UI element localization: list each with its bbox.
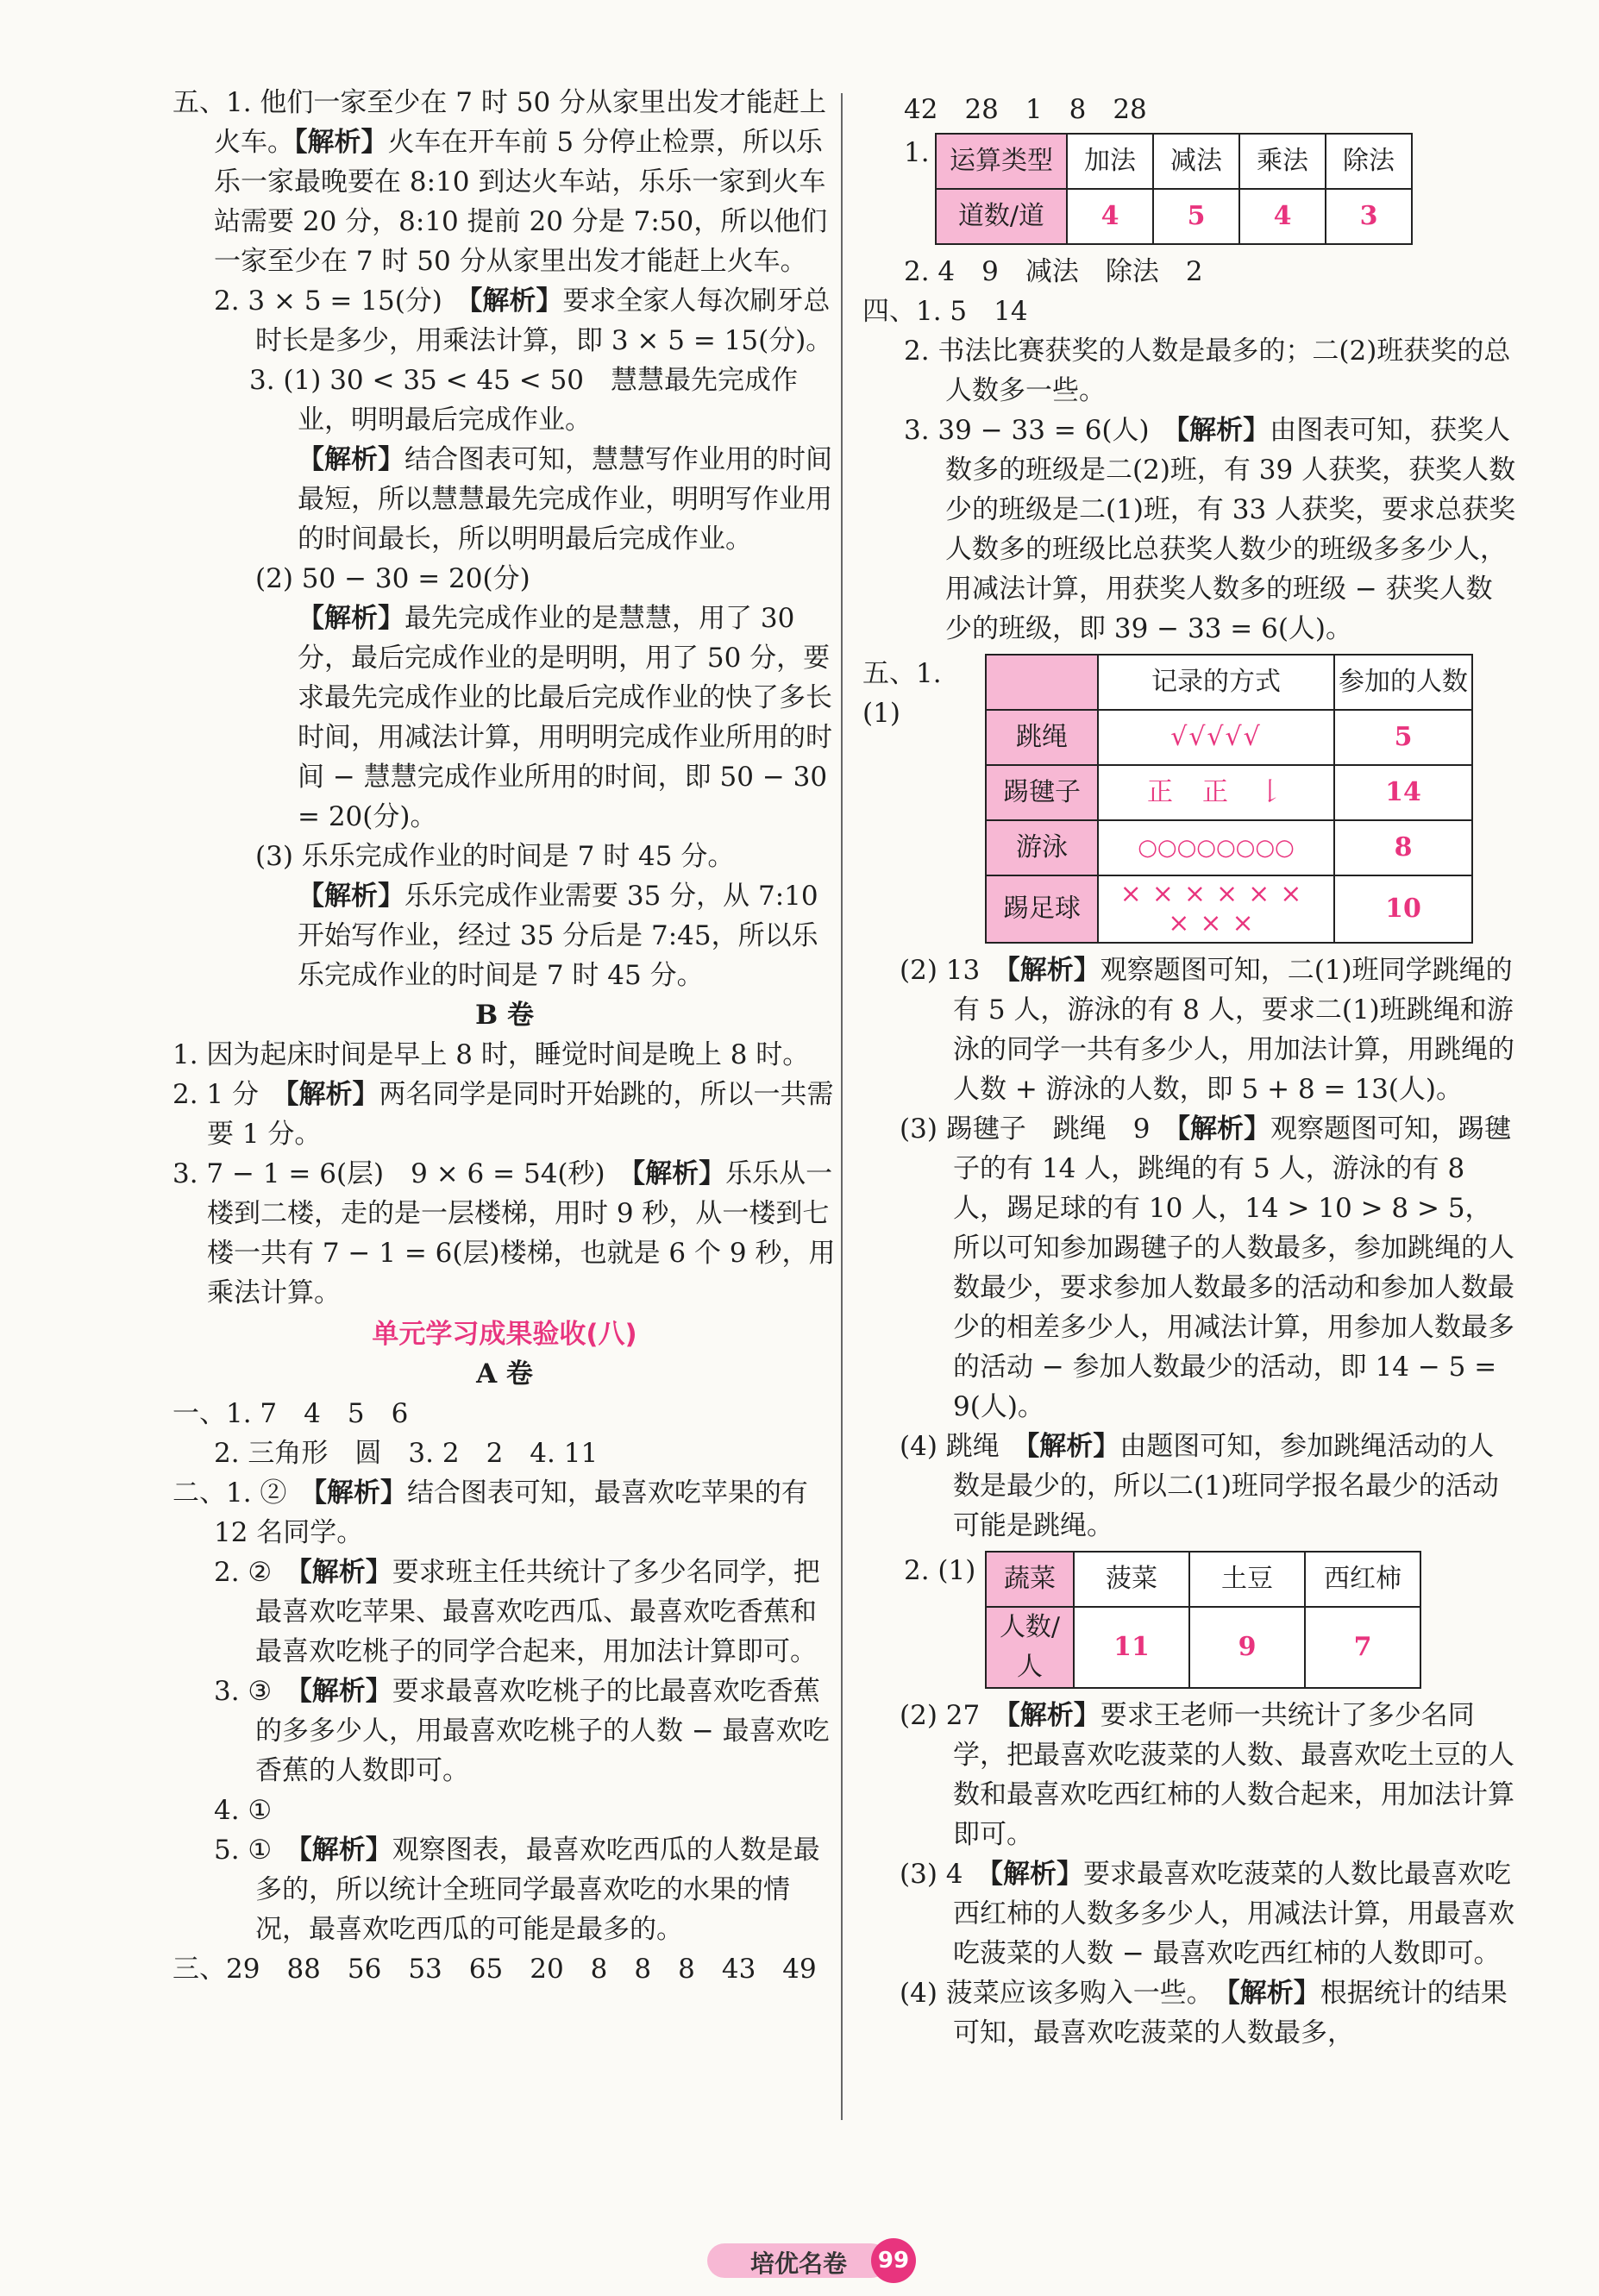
left-column xyxy=(172,83,837,1989)
t2-header: 参加的人数 xyxy=(1334,655,1472,710)
s5-q1-3: (3) 踢毽子 跳绳 9 【解析】观察题图可知，踢毽子的有 14 人，跳绳的有 5 人，游泳的有 8 人，踢足球的有 10 人，14 > 10 > 8 > 5，所以可知参加踢毽子的人数最多，参加跳绳的人数最少，要求参加人数最多的活动和参加人数最少的相差多少人，用减法计算，用参加人数最多的活动 − 参加人数最少的活动，即 14 − 5 = 9(人)。 xyxy=(900,1113,1514,1422)
t1-header: 除法 xyxy=(1326,134,1412,189)
t3-row-label: 人数/人 xyxy=(986,1607,1074,1688)
s5-q3-3: (3) 乐乐完成作业的时间是 7 时 45 分。 xyxy=(255,841,735,872)
s5-q2: 2. 3 × 5 = 15(分) 【解析】要求全家人每次刷牙总时长是多少，用乘法计算，即 3 × 5 = 15(分)。 xyxy=(214,285,833,356)
b-q3: 3. 7 − 1 = 6(层) 9 × 6 = 54(秒) 【解析】乐乐从一楼到二楼，走的是一层楼梯，用时 9 秒，从一楼到七楼一共有 7 − 1 = 6(层)楼梯，也就是 6 个 9 秒，用乘法计算。 xyxy=(172,1158,836,1308)
t2-header xyxy=(986,655,1098,710)
t1-header: 加法 xyxy=(1067,134,1153,189)
vegetable-table xyxy=(985,1551,1421,1689)
s2-q2: 2. ② 【解析】要求班主任共统计了多少名同学，把最喜欢吃苹果、最喜欢吃西瓜、最喜欢吃香蕉和最喜欢吃桃子的同学合起来，用加法计算即可。 xyxy=(214,1557,820,1667)
t2-row-name: 游泳 xyxy=(986,820,1098,875)
table3-label: 2. (1) xyxy=(904,1555,976,1586)
t1-header: 减法 xyxy=(1153,134,1239,189)
t1-header: 运算类型 xyxy=(936,134,1067,189)
s5-q1: 五、1. 他们一家至少在 7 时 50 分从家里出发才能赶上火车。【解析】火车在开车前 5 分停止检票，所以乐乐一家最晚要在 8:10 到达火车站，乐乐一家到火车站需要 20 分，8:10 提前 20 分是 7:50，所以他们一家至少在 7 时 50 分从家里出发才能赶上火车。 xyxy=(172,87,828,277)
unit-title: 单元学习成果验收(八) xyxy=(372,1319,637,1350)
s5-q2-4: (4) 菠菜应该多购入一些。 【解析】根据统计的结果可知，最喜欢吃菠菜的人数最多， xyxy=(900,1978,1508,2048)
t1-row-label: 道数/道 xyxy=(936,189,1067,244)
column-divider xyxy=(841,93,843,2120)
operation-table xyxy=(935,133,1413,245)
t2-count: 14 xyxy=(1334,765,1472,820)
t2-record: 正 正 𠄌 xyxy=(1098,765,1334,820)
s2-q1: 二、1. ② 【解析】结合图表可知，最喜欢吃苹果的有 12 名同学。 xyxy=(172,1477,808,1548)
page-number: 99 xyxy=(871,2238,916,2283)
t2-row-name: 踢足球 xyxy=(986,875,1098,943)
t2-record: ○○○○○○○○ xyxy=(1098,820,1334,875)
s5-q3-2-analysis: 【解析】最先完成作业的是慧慧，用了 30 分，最后完成作业的是明明，用了 50 分，要求最先完成作业的比最后完成作业的快了多长时间，用减法计算，用明明完成作业所用的时间 − 慧慧完成作业所用的时间，即 50 − 30 = 20(分)。 xyxy=(298,603,832,832)
s1-q2: 2. 三角形 圆 3. 2 2 4. 11 xyxy=(214,1438,599,1469)
s5-q2-2: (2) 27 【解析】要求王老师一共统计了多少名同学，把最喜欢吃菠菜的人数、最喜欢吃土豆的人数和最喜欢吃西红柿的人数合起来，用加法计算即可。 xyxy=(900,1700,1514,1850)
s2-q5: 5. ① 【解析】观察图表，最喜欢吃西瓜的人数是最多的，所以统计全班同学最喜欢吃的水果的情况，最喜欢吃西瓜的可能是最多的。 xyxy=(214,1835,820,1945)
b-q1: 1. 因为起床时间是早上 8 时，睡觉时间是晚上 8 时。 xyxy=(172,1039,810,1070)
t3-value: 11 xyxy=(1074,1607,1189,1688)
t3-header: 西红柿 xyxy=(1305,1552,1420,1607)
s5-q2-3: (3) 4 【解析】要求最喜欢吃菠菜的人数比最喜欢吃西红柿的人数多多少人，用减法计算，用最喜欢吃菠菜的人数 − 最喜欢吃西红柿的人数即可。 xyxy=(900,1859,1514,1969)
s5-q3-1-analysis: 【解析】结合图表可知，慧慧写作业用的时间最短，所以慧慧最先完成作业，明明写作业用的时间最长，所以明明最后完成作业。 xyxy=(298,444,832,555)
t3-header: 菠菜 xyxy=(1074,1552,1189,1607)
t2-header: 记录的方式 xyxy=(1098,655,1334,710)
s3-answers: 三、29 88 56 53 65 20 8 8 8 43 49 xyxy=(172,1954,817,1985)
s3-answers-cont: 42 28 1 8 28 xyxy=(904,94,1147,125)
table3-block xyxy=(862,1551,1518,1689)
t2-count: 10 xyxy=(1334,875,1472,943)
t1-value: 5 xyxy=(1153,189,1239,244)
activity-table xyxy=(985,654,1473,944)
table1-label: 1. xyxy=(904,137,930,168)
page-footer xyxy=(707,2238,931,2281)
t1-value: 4 xyxy=(1239,189,1326,244)
b-title: B 卷 xyxy=(475,1000,534,1031)
t2-row-name: 跳绳 xyxy=(986,710,1098,765)
s5-q3-2: (2) 50 − 30 = 20(分) xyxy=(255,563,530,594)
t3-value: 7 xyxy=(1305,1607,1420,1688)
s5-q3-3-analysis: 【解析】乐乐完成作业需要 35 分，从 7:10 开始写作业，经过 35 分后是 7:45，所以乐乐完成作业的时间是 7 时 45 分。 xyxy=(298,881,818,991)
t1-value: 4 xyxy=(1067,189,1153,244)
t2-record: √√√√√ xyxy=(1098,710,1334,765)
t1-value: 3 xyxy=(1326,189,1412,244)
table2-block xyxy=(862,654,1518,944)
s5-q3-1: 3. (1) 30 < 35 < 45 < 50 慧慧最先完成作业，明明最后完成作业。 xyxy=(249,365,799,436)
t2-count: 5 xyxy=(1334,710,1472,765)
t1-header: 乘法 xyxy=(1239,134,1326,189)
t2-record: ×××××× ××× xyxy=(1098,875,1334,943)
s2-q3: 3. ③ 【解析】要求最喜欢吃桃子的比最喜欢吃香蕉的多多少人，用最喜欢吃桃子的人数 − 最喜欢吃香蕉的人数即可。 xyxy=(214,1676,830,1786)
table2-label: 五、1. (1) xyxy=(862,658,942,729)
t2-row-name: 踢毽子 xyxy=(986,765,1098,820)
s2-q4: 4. ① xyxy=(214,1795,273,1826)
a-title: A 卷 xyxy=(476,1358,533,1390)
t2-count: 8 xyxy=(1334,820,1472,875)
s5-q1-2: (2) 13 【解析】观察题图可知，二(1)班同学跳绳的有 5 人，游泳的有 8 人，要求二(1)班跳绳和游泳的同学一共有多少人，用加法计算，用跳绳的人数 + 游泳的人数，即 5 + 8 = 13(人)。 xyxy=(900,955,1514,1105)
footer-label: 培优名卷 xyxy=(750,2249,848,2278)
s5-q1-4: (4) 跳绳 【解析】由题图可知，参加跳绳活动的人数是最少的，所以二(1)班同学报名最少的活动可能是跳绳。 xyxy=(900,1431,1499,1541)
t3-value: 9 xyxy=(1189,1607,1305,1688)
s4-q2: 2. 书法比赛获奖的人数是最多的；二(2)班获奖的总人数多一些。 xyxy=(904,336,1511,406)
s3-q2: 2. 4 9 减法 除法 2 xyxy=(904,256,1203,287)
right-column xyxy=(862,90,1518,2053)
t3-header: 土豆 xyxy=(1189,1552,1305,1607)
s4-q1: 四、1. 5 14 xyxy=(862,296,1028,327)
table1-block xyxy=(862,133,1518,245)
s4-q3: 3. 39 − 33 = 6(人) 【解析】由图表可知，获奖人数多的班级是二(2)班，有 39 人获奖，获奖人数少的班级是二(1)班，有 33 人获奖，要求总获奖人数多的班级比总获奖人数少的班级多多少人，用减法计算，用获奖人数多的班级 − 获奖人数少的班级，即 39 − 33 = 6(人)。 xyxy=(904,415,1516,644)
t3-header: 蔬菜 xyxy=(986,1552,1074,1607)
b-q2: 2. 1 分 【解析】两名同学是同时开始跳的，所以一共需要 1 分。 xyxy=(172,1079,834,1150)
s1-q1: 一、1. 7 4 5 6 xyxy=(172,1398,409,1429)
